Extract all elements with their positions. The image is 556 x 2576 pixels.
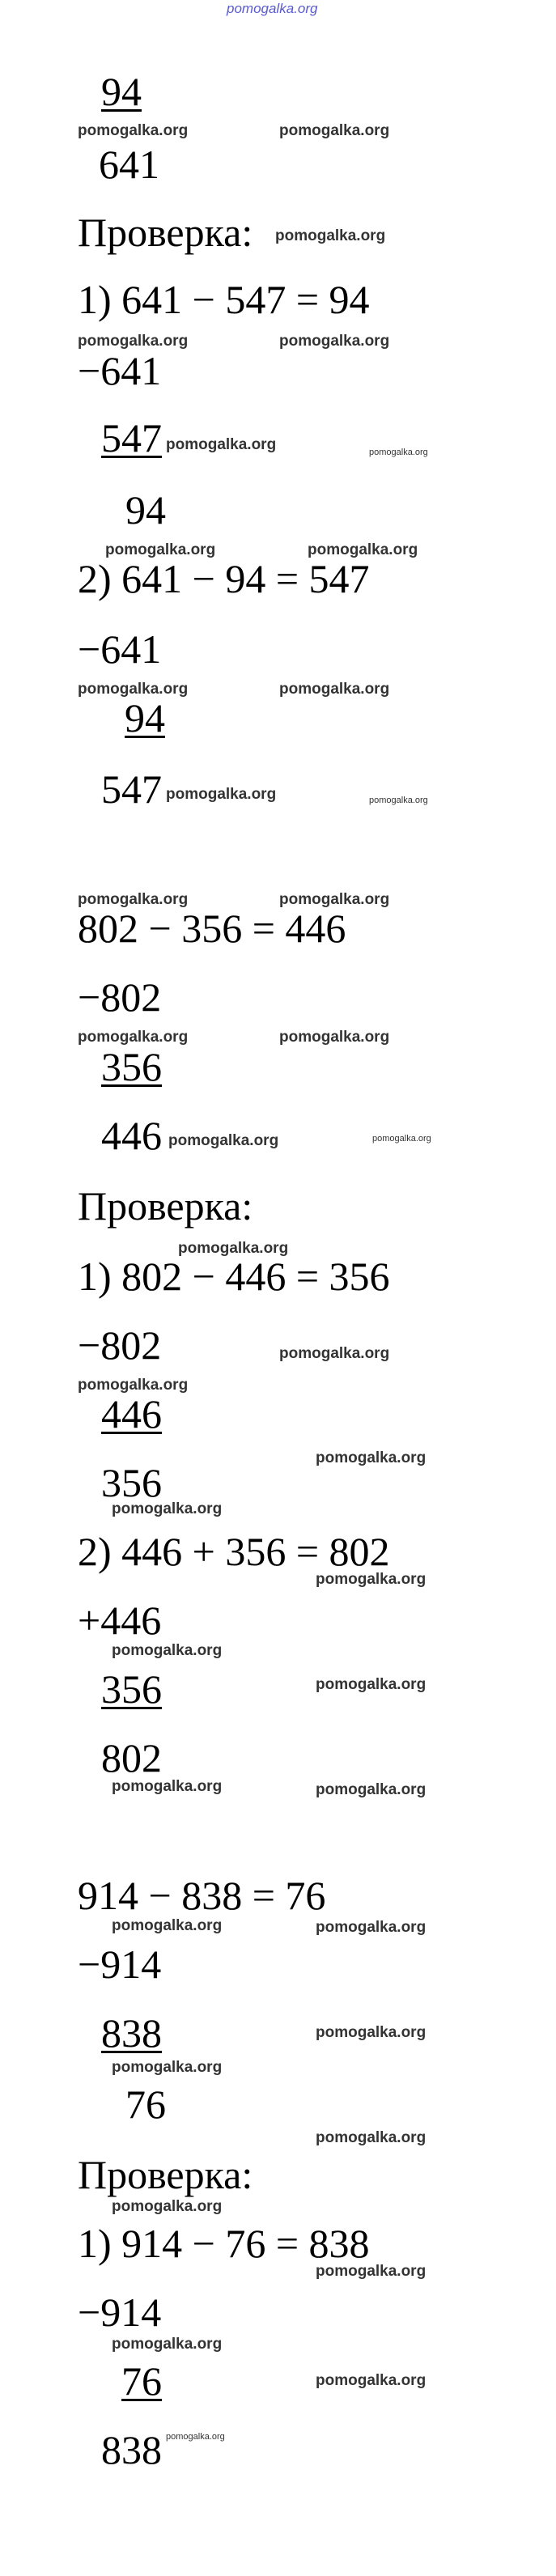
column-minuend: −641 (78, 348, 162, 393)
equation: 914 − 838 = 76 (78, 1873, 326, 1918)
watermark: pomogalka.org (112, 1778, 223, 1795)
column-result: 76 (125, 2082, 166, 2127)
watermark: pomogalka.org (178, 1240, 289, 1257)
check-equation: 2) 446 + 356 = 802 (78, 1529, 390, 1574)
watermark-top: pomogalka.org (227, 1, 318, 16)
watermark: pomogalka.org (316, 2372, 427, 2389)
watermark: pomogalka.org (78, 1377, 189, 1394)
watermark: pomogalka.org (112, 1500, 223, 1517)
watermark: pomogalka.org (78, 681, 189, 698)
watermark: pomogalka.org (369, 796, 428, 805)
column-subtrahend: 94 (125, 695, 165, 741)
watermark: pomogalka.org (316, 2024, 427, 2041)
check-equation: 1) 802 − 446 = 356 (78, 1254, 390, 1299)
watermark: pomogalka.org (112, 2336, 223, 2353)
watermark: pomogalka.org (279, 891, 390, 908)
watermark: pomogalka.org (279, 122, 390, 139)
column-subtrahend: 356 (101, 1044, 162, 1089)
watermark: pomogalka.org (168, 1132, 279, 1149)
watermark: pomogalka.org (316, 1781, 427, 1798)
column-result: 641 (99, 142, 159, 187)
watermark: pomogalka.org (166, 2432, 225, 2442)
watermark: pomogalka.org (279, 1345, 390, 1362)
watermark: pomogalka.org (112, 1642, 223, 1659)
watermark: pomogalka.org (275, 227, 386, 244)
column-minuend: −914 (78, 1942, 162, 1987)
check-title: Проверка: (78, 2152, 253, 2197)
column-result: 838 (101, 2427, 162, 2472)
column-minuend: −641 (78, 626, 162, 672)
watermark: pomogalka.org (166, 436, 277, 453)
column-result: 94 (125, 487, 166, 533)
watermark: pomogalka.org (78, 1029, 189, 1046)
column-addend: +446 (78, 1598, 162, 1643)
watermark: pomogalka.org (78, 122, 189, 139)
watermark: pomogalka.org (112, 2198, 223, 2215)
check-equation: 2) 641 − 94 = 547 (78, 556, 370, 601)
check-equation: 1) 914 − 76 = 838 (78, 2221, 370, 2266)
check-title: Проверка: (78, 1183, 253, 1229)
watermark: pomogalka.org (316, 2129, 427, 2146)
column-subtrahend: 547 (101, 415, 162, 460)
column-subtrahend: 446 (101, 1391, 162, 1437)
watermark: pomogalka.org (279, 1029, 390, 1046)
column-addend: 356 (101, 1666, 162, 1712)
column-result: 446 (101, 1113, 162, 1158)
column-minuend: −802 (78, 974, 162, 1020)
column-subtrahend: 94 (101, 69, 142, 114)
watermark: pomogalka.org (316, 1449, 427, 1466)
watermark: pomogalka.org (112, 2059, 223, 2076)
column-subtrahend: 76 (121, 2358, 162, 2404)
column-result: 802 (101, 1735, 162, 1780)
watermark: pomogalka.org (112, 1917, 223, 1934)
column-result: 547 (101, 766, 162, 812)
watermark: pomogalka.org (78, 333, 189, 350)
watermark: pomogalka.org (316, 1571, 427, 1588)
watermark: pomogalka.org (372, 1134, 431, 1144)
column-result: 356 (101, 1460, 162, 1505)
watermark: pomogalka.org (166, 786, 277, 803)
watermark: pomogalka.org (316, 1676, 427, 1693)
watermark: pomogalka.org (279, 333, 390, 350)
check-equation: 1) 641 − 547 = 94 (78, 277, 370, 322)
column-minuend: −914 (78, 2290, 162, 2335)
equation: 802 − 356 = 446 (78, 906, 346, 951)
watermark: pomogalka.org (369, 448, 428, 457)
watermark: pomogalka.org (78, 891, 189, 908)
check-title: Проверка: (78, 210, 253, 255)
watermark: pomogalka.org (308, 541, 418, 558)
watermark: pomogalka.org (105, 541, 216, 558)
column-minuend: −802 (78, 1322, 162, 1368)
watermark: pomogalka.org (316, 1919, 427, 1936)
watermark: pomogalka.org (279, 681, 390, 698)
watermark: pomogalka.org (316, 2263, 427, 2280)
column-subtrahend: 838 (101, 2010, 162, 2056)
